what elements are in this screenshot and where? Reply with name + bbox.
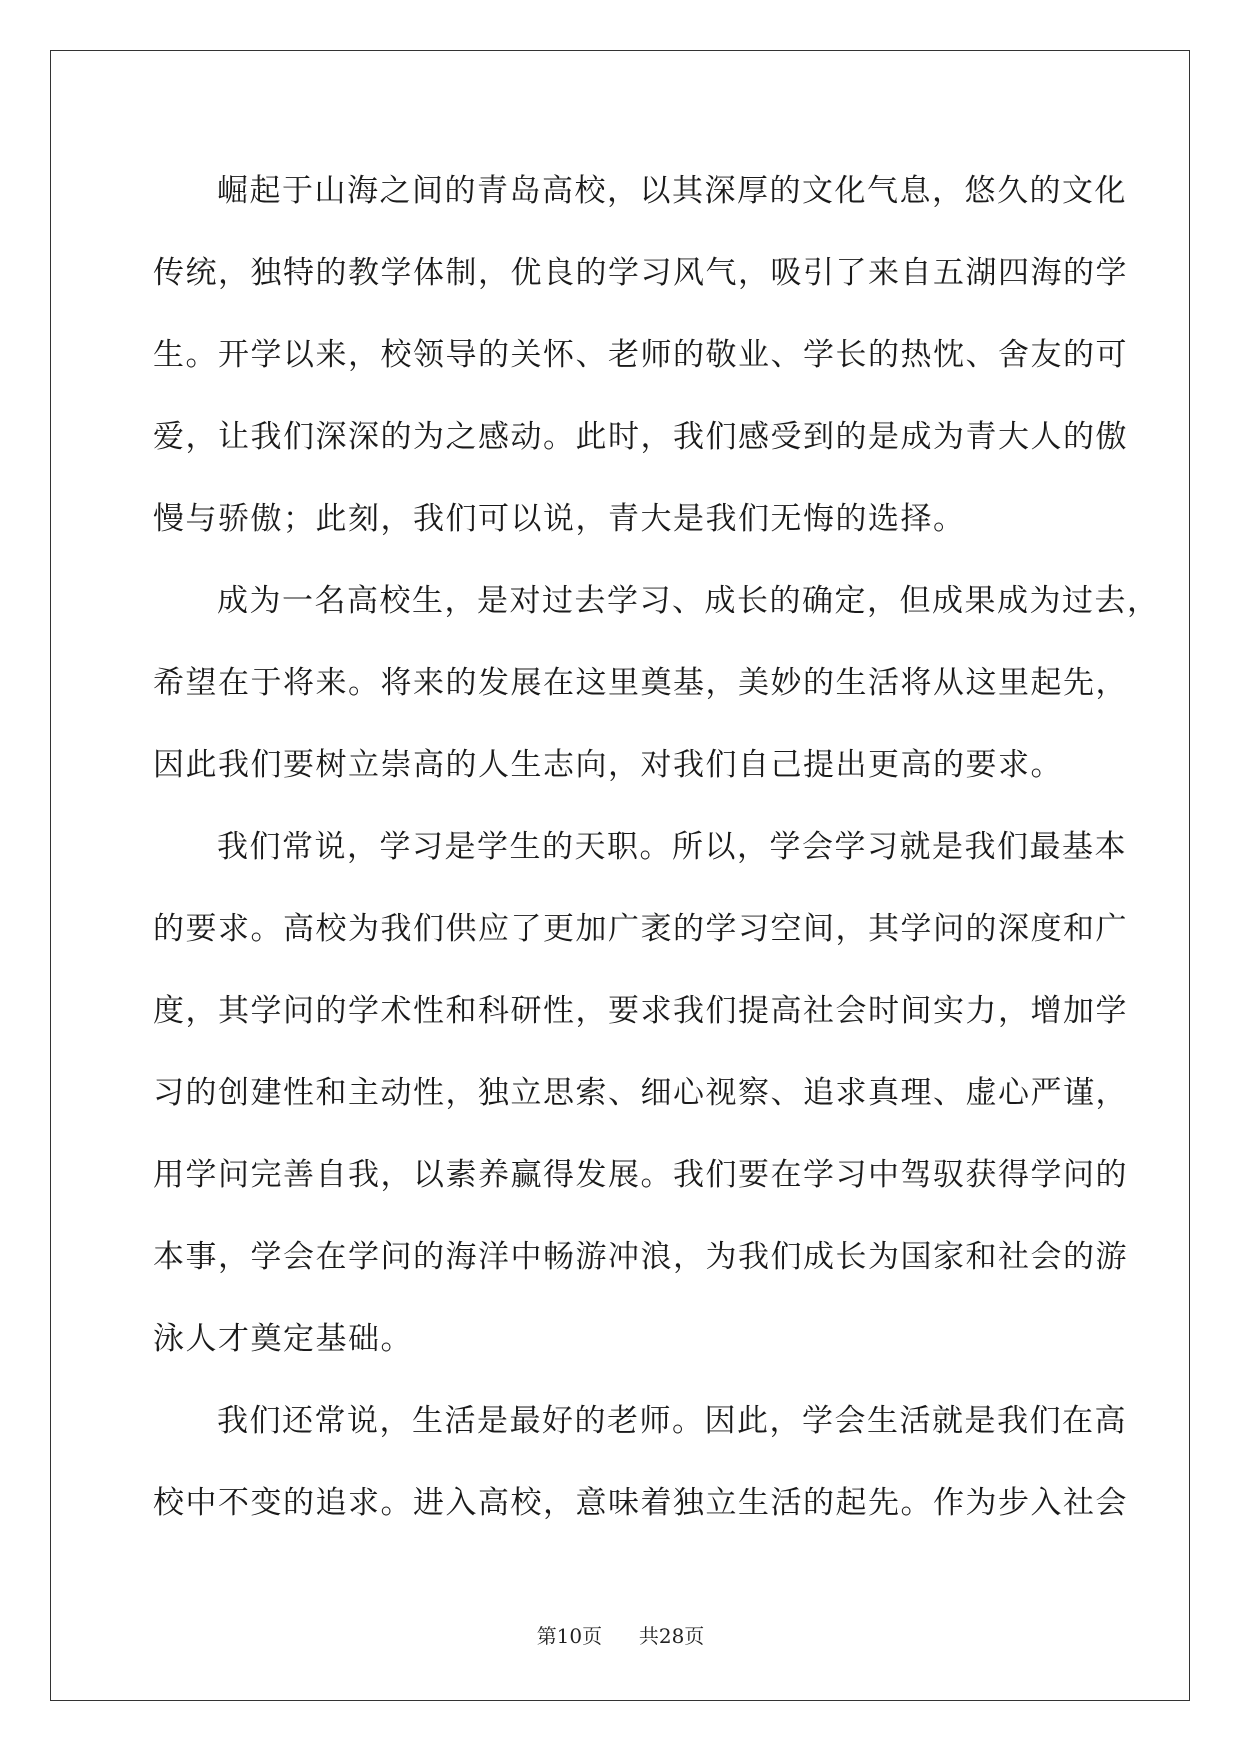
text-line: 崛起于山海之间的青岛高校，以其深厚的文化气息，悠久的文化 (217, 173, 1127, 209)
text-line: 泳人才奠定基础。 (153, 1321, 413, 1357)
text-line: 慢与骄傲；此刻，我们可以说，青大是我们无悔的选择。 (153, 501, 966, 537)
paragraph (153, 576, 1160, 822)
paragraph (153, 166, 1128, 576)
text-line: 我们常说，学习是学生的天职。所以，学会学习就是我们最基本 (217, 829, 1127, 865)
text-line: 的要求。高校为我们供应了更加广袤的学习空间，其学问的深度和广 (153, 911, 1128, 947)
text-line: 成为一名高校生，是对过去学习、成长的确定，但成果成为过去， (217, 583, 1160, 619)
paragraph (153, 1396, 1128, 1560)
text-line: 用学问完善自我，以素养赢得发展。我们要在学习中驾驭获得学问的 (153, 1157, 1128, 1193)
text-line: 传统，独特的教学体制，优良的学习风气，吸引了来自五湖四海的学 (153, 255, 1128, 291)
text-line: 度，其学问的学术性和科研性，要求我们提高社会时间实力，增加学 (153, 993, 1128, 1029)
text-line: 我们还常说，生活是最好的老师。因此，学会生活就是我们在高 (217, 1403, 1127, 1439)
text-line: 因此我们要树立崇高的人生志向，对我们自己提出更高的要求。 (153, 747, 1063, 783)
text-line: 生。开学以来，校领导的关怀、老师的敬业、学长的热忱、舍友的可 (153, 337, 1128, 373)
text-line: 爱，让我们深深的为之感动。此时，我们感受到的是成为青大人的傲 (153, 419, 1128, 455)
text-line: 习的创建性和主动性，独立思索、细心视察、追求真理、虚心严谨， (153, 1075, 1128, 1111)
page-footer (0, 1620, 1241, 1649)
page-number: 第10页 (536, 1624, 603, 1648)
document-body (153, 166, 1160, 1560)
text-line: 希望在于将来。将来的发展在这里奠基，美妙的生活将从这里起先， (153, 665, 1128, 701)
page-total: 共28页 (638, 1624, 705, 1648)
paragraph (153, 822, 1128, 1396)
text-line: 校中不变的追求。进入高校，意味着独立生活的起先。作为步入社会 (153, 1485, 1128, 1521)
text-line: 本事，学会在学问的海洋中畅游冲浪，为我们成长为国家和社会的游 (153, 1239, 1128, 1275)
